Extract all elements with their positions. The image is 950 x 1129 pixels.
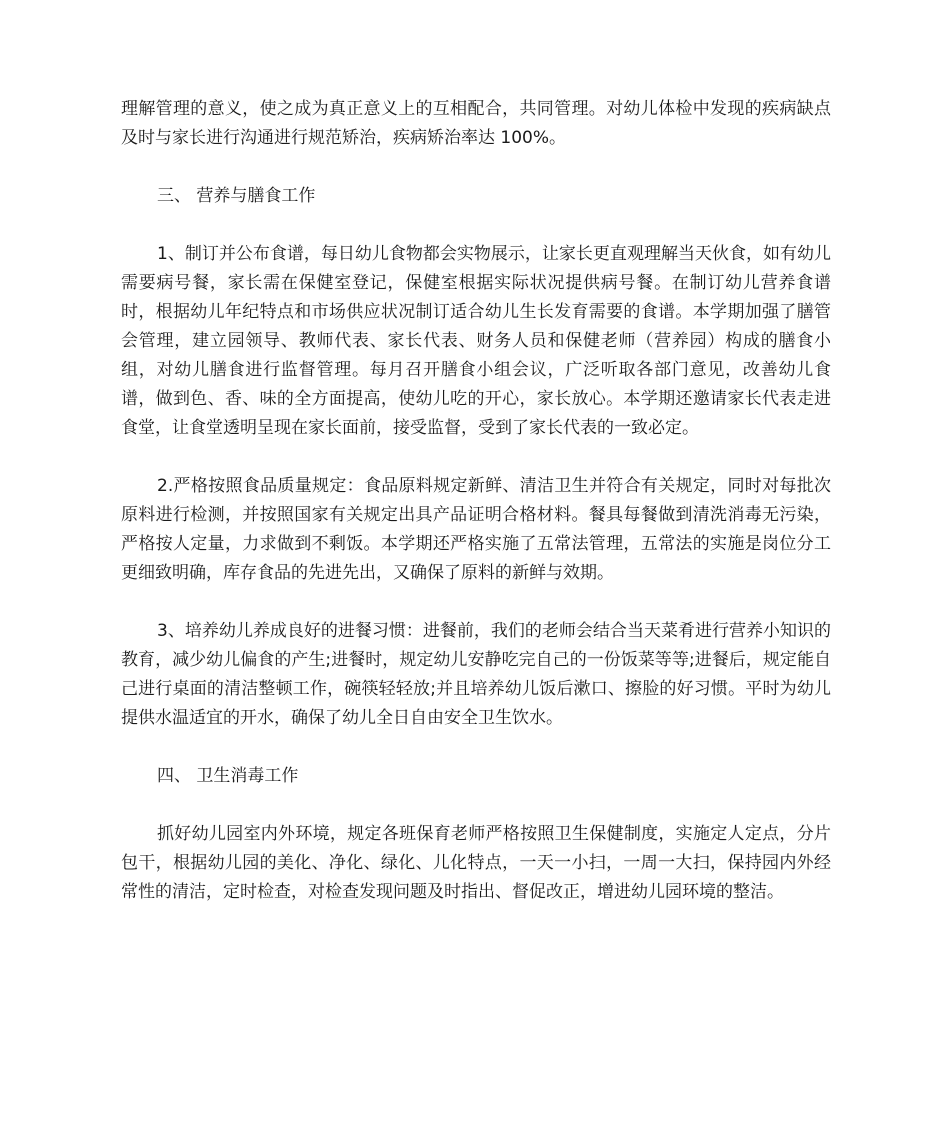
nutrition-item-1: 1、制订并公布食谱，每日幼儿食物都会实物展示，让家长更直观理解当天伙食，如有幼儿需要病号餐，家长需在保健室登记，保健室根据实际状况提供病号餐。在制订幼儿营养食谱时，根据幼儿年纪特点和市场供应状况制订适合幼儿生长发育需要的食谱。本学期加强了膳管会管理，建立园领导、教师代表、家长代表、财务人员和保健老师（营养园）构成的膳食小组，对幼儿膳食进行监督管理。每月召开膳食小组会议，广泛听取各部门意见，改善幼儿食谱，做到色、香、味的全方面提高，使幼儿吃的开心，家长放心。本学期还邀请家长代表走进食堂，让食堂透明呈现在家长面前，接受监督，受到了家长代表的一致必定。: [121, 244, 831, 438]
document-page: [121, 95, 831, 907]
intro-paragraph: 理解管理的意义，使之成为真正意义上的互相配合，共同管理。对幼儿体检中发现的疾病缺点及时与家长进行沟通进行规范矫治，疾病矫治率达 100%。: [121, 99, 831, 148]
section-heading-nutrition: 三、 营养与膳食工作: [157, 186, 316, 206]
nutrition-item-2: 2.严格按照食品质量规定：食品原料规定新鲜、清洁卫生并符合有关规定，同时对每批次原料进行检测，并按照国家有关规定出具产品证明合格材料。餐具每餐做到清洗消毒无污染，严格按人定量，力求做到不剩饭。本学期还严格实施了五常法管理，五常法的实施是岗位分工更细致明确，库存食品的先进先出，又确保了原料的新鲜与效期。: [121, 476, 831, 583]
nutrition-item-3: 3、培养幼儿养成良好的进餐习惯：进餐前，我们的老师会结合当天菜肴进行营养小知识的教育，减少幼儿偏食的产生;进餐时，规定幼儿安静吃完自己的一份饭菜等等;进餐后，规定能自己进行桌面的清洁整顿工作，碗筷轻轻放;并且培养幼儿饭后漱口、擦脸的好习惯。平时为幼儿提供水温适宜的开水，确保了幼儿全日自由安全卫生饮水。: [121, 621, 831, 728]
hygiene-paragraph: 抓好幼儿园室内外环境，规定各班保育老师严格按照卫生保健制度，实施定人定点，分片包干，根据幼儿园的美化、净化、绿化、儿化特点，一天一小扫，一周一大扫，保持园内外经常性的清洁，定时检查，对检查发现问题及时指出、督促改正，增进幼儿园环境的整洁。: [121, 824, 831, 902]
section-heading-hygiene: 四、 卫生消毒工作: [157, 766, 299, 786]
